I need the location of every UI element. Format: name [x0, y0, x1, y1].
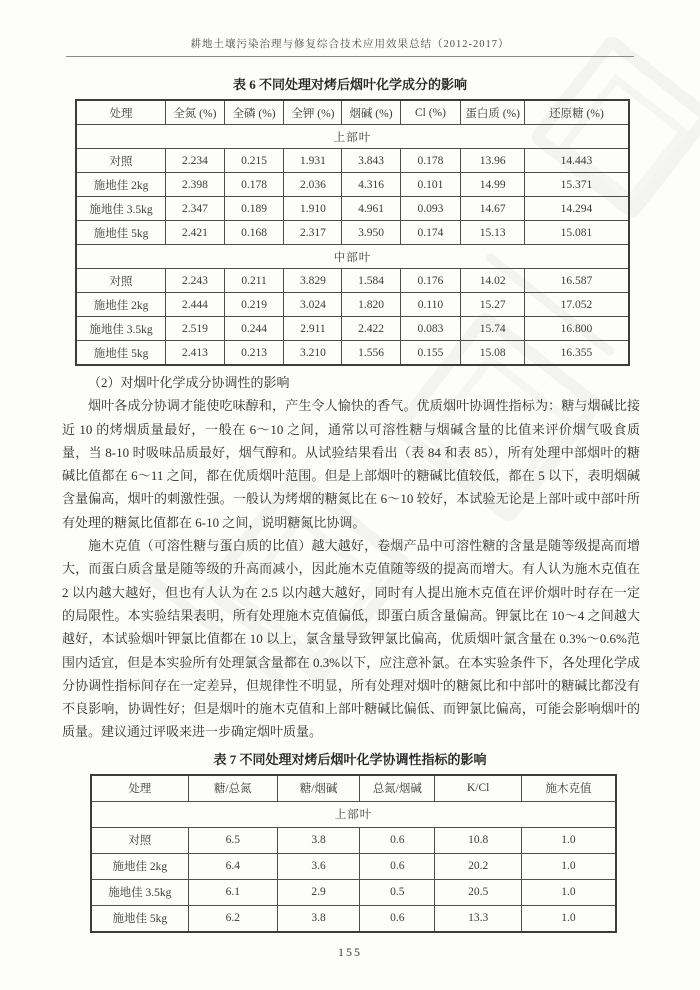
table-cell: 3.843 — [342, 149, 400, 173]
table-row — [76, 269, 629, 293]
table-cell: 0.6 — [360, 827, 435, 853]
table-row — [91, 827, 616, 853]
table6-caption: 表 6 不同处理对烤后烟叶化学成分的影响 — [232, 77, 467, 92]
table-cell: 1.0 — [521, 827, 616, 853]
table-cell: 0.101 — [400, 173, 461, 197]
table7 — [90, 774, 617, 933]
table-cell: 0.174 — [400, 221, 461, 245]
column-header: 全氮 (%) — [166, 100, 225, 125]
table-cell: 15.13 — [461, 221, 525, 245]
column-header: 处理 — [91, 775, 188, 802]
table-row — [76, 341, 629, 366]
table-cell: 3.210 — [284, 341, 342, 366]
table-row — [91, 905, 616, 932]
column-header: 还原糖 (%) — [524, 100, 629, 125]
section-label: 上部叶 — [91, 801, 616, 827]
table-cell: 16.587 — [524, 269, 629, 293]
section-label: 中部叶 — [76, 245, 629, 269]
table-cell: 16.800 — [524, 317, 629, 341]
row-label: 施地佳 5kg — [91, 905, 188, 932]
table-cell: 2.317 — [284, 221, 342, 245]
table-cell: 0.215 — [224, 149, 284, 173]
table-cell: 0.189 — [224, 197, 284, 221]
table-cell: 0.219 — [224, 293, 284, 317]
page-number: 155 — [338, 945, 362, 959]
table-cell: 2.9 — [277, 879, 359, 905]
table-row — [76, 221, 629, 245]
section-row — [91, 801, 616, 827]
table-cell: 0.083 — [400, 317, 461, 341]
row-label: 对照 — [76, 149, 166, 173]
page-header — [66, 36, 634, 57]
row-label: 施地佳 3.5kg — [76, 317, 166, 341]
table7-body — [91, 801, 616, 932]
table-cell: 2.036 — [284, 173, 342, 197]
table-row — [76, 293, 629, 317]
column-header: 糖/烟碱 — [277, 775, 359, 802]
table-cell: 20.5 — [435, 879, 522, 905]
table-cell: 2.422 — [342, 317, 400, 341]
table-cell: 15.74 — [461, 317, 525, 341]
section-subheading: （2）对烟叶化学成分协调性的影响 — [88, 375, 290, 390]
table-cell: 14.02 — [461, 269, 525, 293]
table-cell: 2.413 — [166, 341, 225, 366]
table-cell: 2.911 — [284, 317, 342, 341]
table-cell: 2.243 — [166, 269, 225, 293]
table-cell: 1.0 — [521, 853, 616, 879]
table-cell: 1.910 — [284, 197, 342, 221]
table-cell: 10.8 — [435, 827, 522, 853]
column-header: 糖/总氮 — [188, 775, 277, 802]
table-cell: 2.234 — [166, 149, 225, 173]
table-cell: 13.3 — [435, 905, 522, 932]
row-label: 施地佳 2kg — [76, 293, 166, 317]
table-cell: 2.398 — [166, 173, 225, 197]
column-header: 蛋白质 (%) — [461, 100, 525, 125]
table-cell: 6.1 — [188, 879, 277, 905]
table-cell: 0.178 — [224, 173, 284, 197]
body-text — [62, 371, 640, 744]
table-cell: 0.244 — [224, 317, 284, 341]
table-row — [91, 879, 616, 905]
column-header: 施木克值 — [521, 775, 616, 802]
column-header: 处理 — [76, 100, 166, 125]
table-cell: 0.6 — [360, 853, 435, 879]
section-row — [76, 245, 629, 269]
row-label: 施地佳 3.5kg — [91, 879, 188, 905]
table-cell: 17.052 — [524, 293, 629, 317]
table-cell: 3.8 — [277, 827, 359, 853]
row-label: 对照 — [76, 269, 166, 293]
header-row — [76, 100, 629, 125]
table-cell: 3.950 — [342, 221, 400, 245]
row-label: 施地佳 2kg — [76, 173, 166, 197]
table-cell: 14.99 — [461, 173, 525, 197]
table-cell: 0.178 — [400, 149, 461, 173]
section-row — [76, 125, 629, 149]
table-cell: 1.556 — [342, 341, 400, 366]
table-cell: 14.443 — [524, 149, 629, 173]
row-label: 施地佳 5kg — [76, 221, 166, 245]
table7-header — [91, 775, 616, 802]
table-cell: 1.0 — [521, 905, 616, 932]
table-cell: 0.093 — [400, 197, 461, 221]
table-cell: 15.08 — [461, 341, 525, 366]
table6 — [75, 99, 630, 366]
table-cell: 1.931 — [284, 149, 342, 173]
column-header: 全钾 (%) — [284, 100, 342, 125]
column-header: 烟碱 (%) — [342, 100, 400, 125]
paragraph-1: 烟叶各成分协调才能使吃味醇和，产生令人愉快的香气。优质烟叶协调性指标为：糖与烟碱比接近 10 的烤烟质量最好，一般在 6～10 之间，通常以可溶性糖与烟碱含量的比值来评价烟气吸食质量，当 8-10 时吸味品质最好，烟气醇和。从试验结果看出（表 84 和表 85），所有处理中部烟叶的糖碱比值都在 6～11 之间，都在优质烟叶范围。但是上部烟叶的糖碱比值较低，都在 5 以下，表明烟碱含量偏高，烟叶的刺激性强。一般认为烤烟的糖氮比在 6～10 较好，本试验无论是上部叶或中部叶所有处理的糖氮比值都在 6-10 之间，说明糖氮比协调。 — [62, 398, 640, 530]
table-cell: 6.4 — [188, 853, 277, 879]
table-cell: 15.27 — [461, 293, 525, 317]
table-cell: 0.155 — [400, 341, 461, 366]
table-cell: 6.5 — [188, 827, 277, 853]
running-title: 耕地土壤污染治理与修复综合技术应用效果总结（2012-2017） — [190, 39, 510, 50]
table-cell: 0.211 — [224, 269, 284, 293]
table-cell: 16.355 — [524, 341, 629, 366]
table-cell: 3.024 — [284, 293, 342, 317]
table-cell: 2.421 — [166, 221, 225, 245]
table-cell: 20.2 — [435, 853, 522, 879]
table-row — [76, 197, 629, 221]
column-header: Cl (%) — [400, 100, 461, 125]
table-cell: 3.8 — [277, 905, 359, 932]
table-cell: 0.6 — [360, 905, 435, 932]
table-cell: 2.444 — [166, 293, 225, 317]
table-cell: 15.371 — [524, 173, 629, 197]
row-label: 施地佳 5kg — [76, 341, 166, 366]
row-label: 施地佳 2kg — [91, 853, 188, 879]
column-header: K/Cl — [435, 775, 522, 802]
paragraph-2: 施木克值（可溶性糖与蛋白质的比值）越大越好，卷烟产品中可溶性糖的含量是随等级提高而增大，而蛋白质含量是随等级的升高而减小，因此施木克值随等级的提高而增大。有人认为施木克值在 2 以内越大越好，但也有人认为在 2.5 以内越大越好，同时有人提出施木克值在评价烟叶时存在一定的局限性。本实验结果表明，所有处理施木克值偏低，即蛋白质含量偏高。钾氯比在 10～4 之间越大越好，本试验烟叶钾氯比值都在 10 以上，氯含量导致钾氯比偏高，优质烟叶氯含量在 0.3%～0.6%范围内适宜，但是本实验所有处理氯含量都在 0.3%以下，应注意补氯。在本实验条件下，各处理化学成分协调性指标间存在一定差异，但规律性不明显，所有处理对烟叶的糖氮比和中部叶的糖碱比都没有不良影响，协调性好；但是烟叶的施木克值和上部叶糖碱比偏低、而钾氯比偏高，可能会影响烟叶的质量。建议通过评吸来进一步确定烟叶质量。 — [62, 538, 640, 740]
table-row — [91, 853, 616, 879]
table-cell: 0.176 — [400, 269, 461, 293]
row-label: 施地佳 3.5kg — [76, 197, 166, 221]
section-label: 上部叶 — [76, 125, 629, 149]
table-cell: 2.347 — [166, 197, 225, 221]
table-cell: 14.67 — [461, 197, 525, 221]
table-cell: 1.0 — [521, 879, 616, 905]
table-cell: 4.961 — [342, 197, 400, 221]
table-row — [76, 173, 629, 197]
table7-caption: 表 7 不同处理对烤后烟叶化学协调性指标的影响 — [213, 751, 487, 767]
table-cell: 2.519 — [166, 317, 225, 341]
table-cell: 4.316 — [342, 173, 400, 197]
table-cell: 0.168 — [224, 221, 284, 245]
table-cell: 1.584 — [342, 269, 400, 293]
table-cell: 15.081 — [524, 221, 629, 245]
table-cell: 0.213 — [224, 341, 284, 366]
table-cell: 13.96 — [461, 149, 525, 173]
table-cell: 0.5 — [360, 879, 435, 905]
row-label: 对照 — [91, 827, 188, 853]
table6-body — [76, 125, 629, 366]
table-cell: 3.829 — [284, 269, 342, 293]
table-row — [76, 317, 629, 341]
table-cell: 3.6 — [277, 853, 359, 879]
column-header: 全磷 (%) — [224, 100, 284, 125]
header-row — [91, 775, 616, 802]
column-header: 总氮/烟碱 — [360, 775, 435, 802]
table-cell: 14.294 — [524, 197, 629, 221]
table6-header — [76, 100, 629, 125]
table-row — [76, 149, 629, 173]
table-cell: 1.820 — [342, 293, 400, 317]
table-cell: 0.110 — [400, 293, 461, 317]
table-cell: 6.2 — [188, 905, 277, 932]
